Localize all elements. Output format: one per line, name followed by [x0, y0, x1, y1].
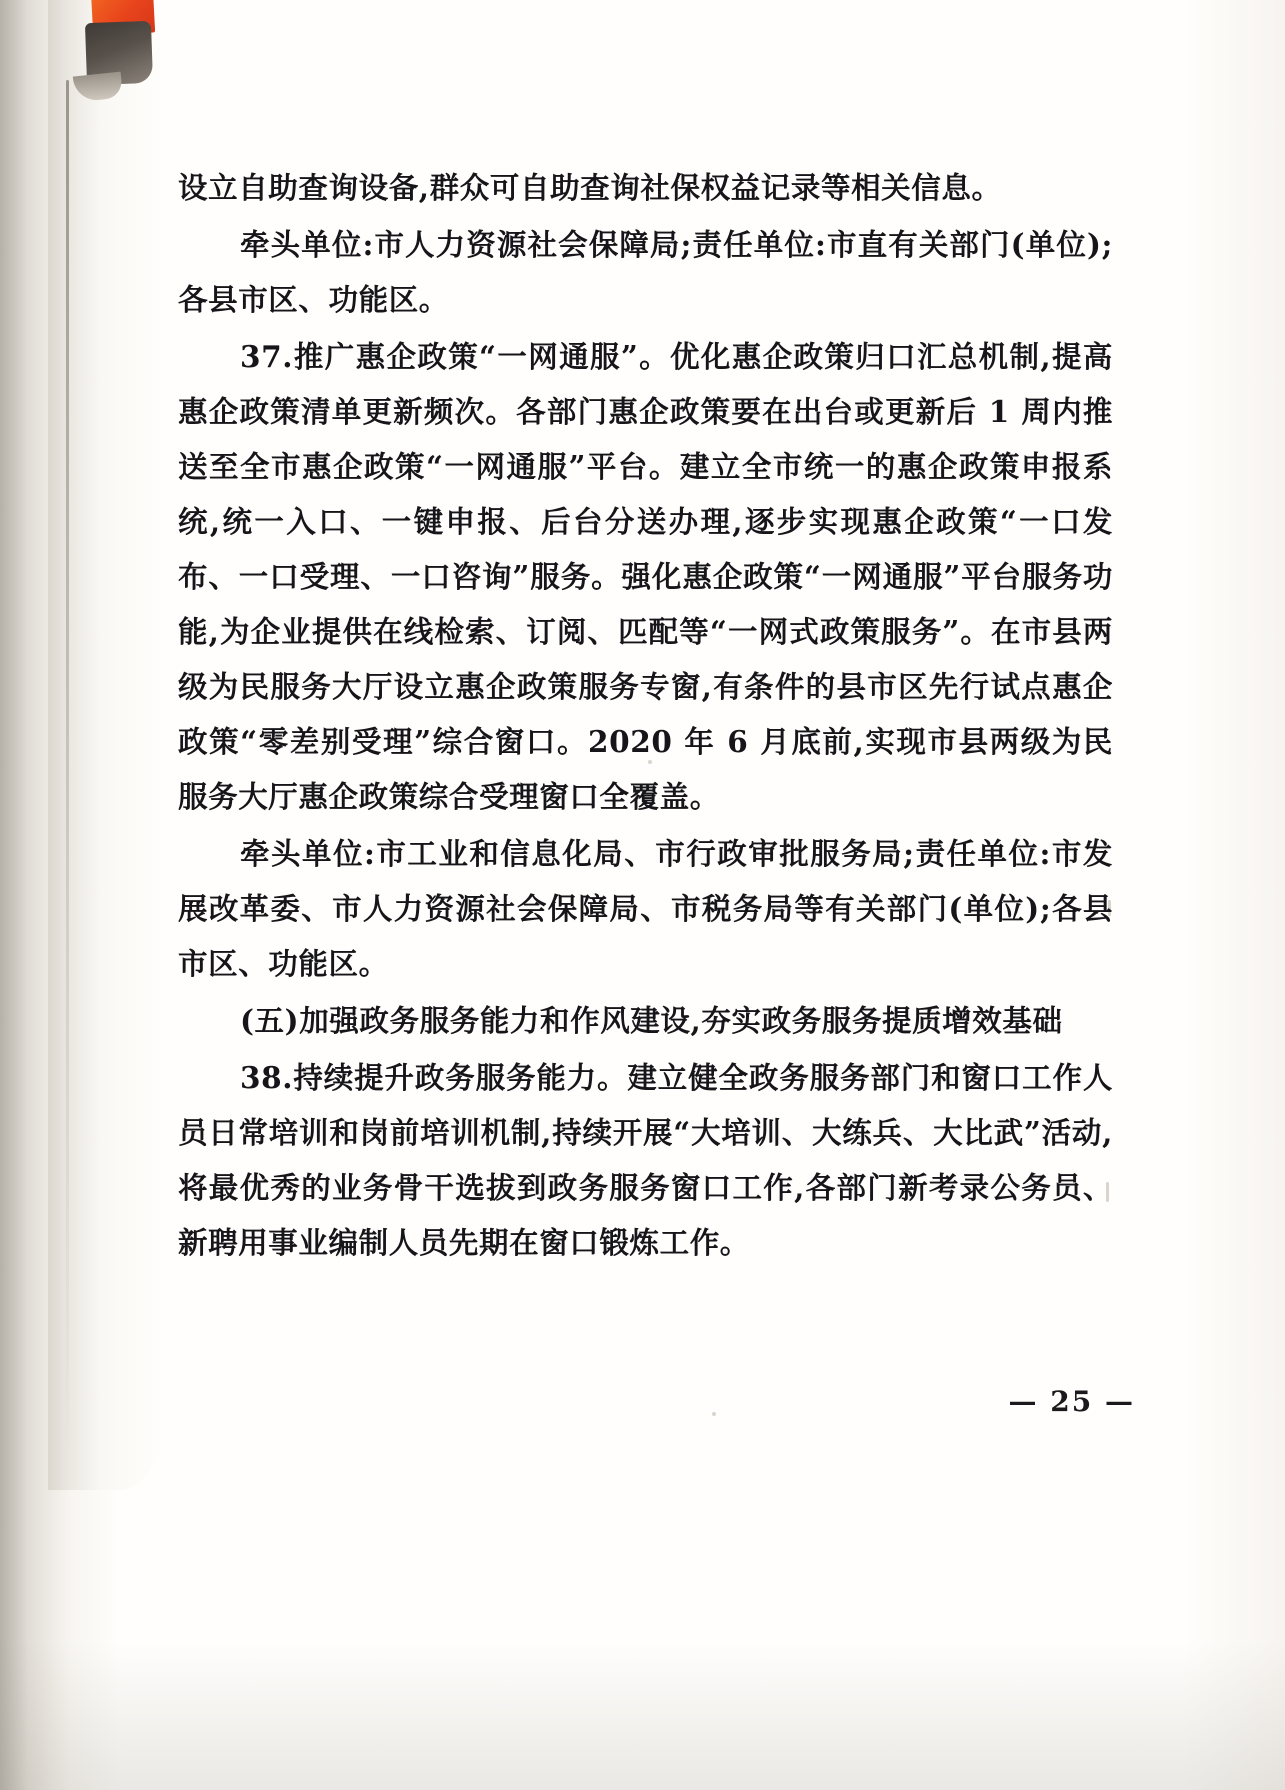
page-curl-edge-line — [66, 80, 69, 1460]
paragraph-lead-unit-37: 牵头单位:市工业和信息化局、市行政审批服务局;责任单位:市发展改革委、市人力资源社会保障局、市税务局等有关部门(单位);各县市区、功能区。 — [178, 836, 1113, 981]
paragraph-item-38: 38.持续提升政务服务能力。建立健全政务服务部门和窗口工作人员日常培训和岗前培训机制,持续开展“大培训、大练兵、大比武”活动,将最优秀的业务骨干选拔到政务服务窗口工作,各部门新考录公务员、新聘用事业编制人员先期在窗口锻炼工作。 — [178, 1060, 1113, 1260]
page-number: — 25 — — [1008, 1385, 1135, 1418]
paragraph-item-37: 37.推广惠企政策“一网通服”。优化惠企政策归口汇总机制,提高惠企政策清单更新频次。各部门惠企政策要在出台或更新后 1 周内推送至全市惠企政策“一网通服”平台。建立全市统一的惠企政策申报系统,统一入口、一键申报、后台分送办理,逐步实现惠企政策“一口发布、一口受理、一口咨询”服务。强化惠企政策“一网通服”平台服务功能,为企业提供在线检索、订阅、匹配等“一网式政策服务”。在市县两级为民服务大厅设立惠企政策服务专窗,有条件的县市区先行试点惠企政策“零差别受理”综合窗口。2020 年 6 月底前,实现市县两级为民服务大厅惠企政策综合受理窗口全覆盖。 — [178, 339, 1113, 814]
page-left-edge-shadow — [0, 0, 70, 1790]
paragraph-lead-unit-36: 牵头单位:市人力资源社会保障局;责任单位:市直有关部门(单位);各县市区、功能区。 — [178, 227, 1113, 317]
paragraph-continuation: 设立自助查询设备,群众可自助查询社保权益记录等相关信息。 — [178, 170, 1002, 205]
paragraph-section-five-heading: (五)加强政务服务能力和作风建设,夯实政务服务提质增效基础 — [240, 1003, 1063, 1038]
document-body — [178, 160, 1113, 1272]
page-bottom-edge-shadow — [0, 1640, 1285, 1790]
scan-speck — [712, 1412, 716, 1416]
